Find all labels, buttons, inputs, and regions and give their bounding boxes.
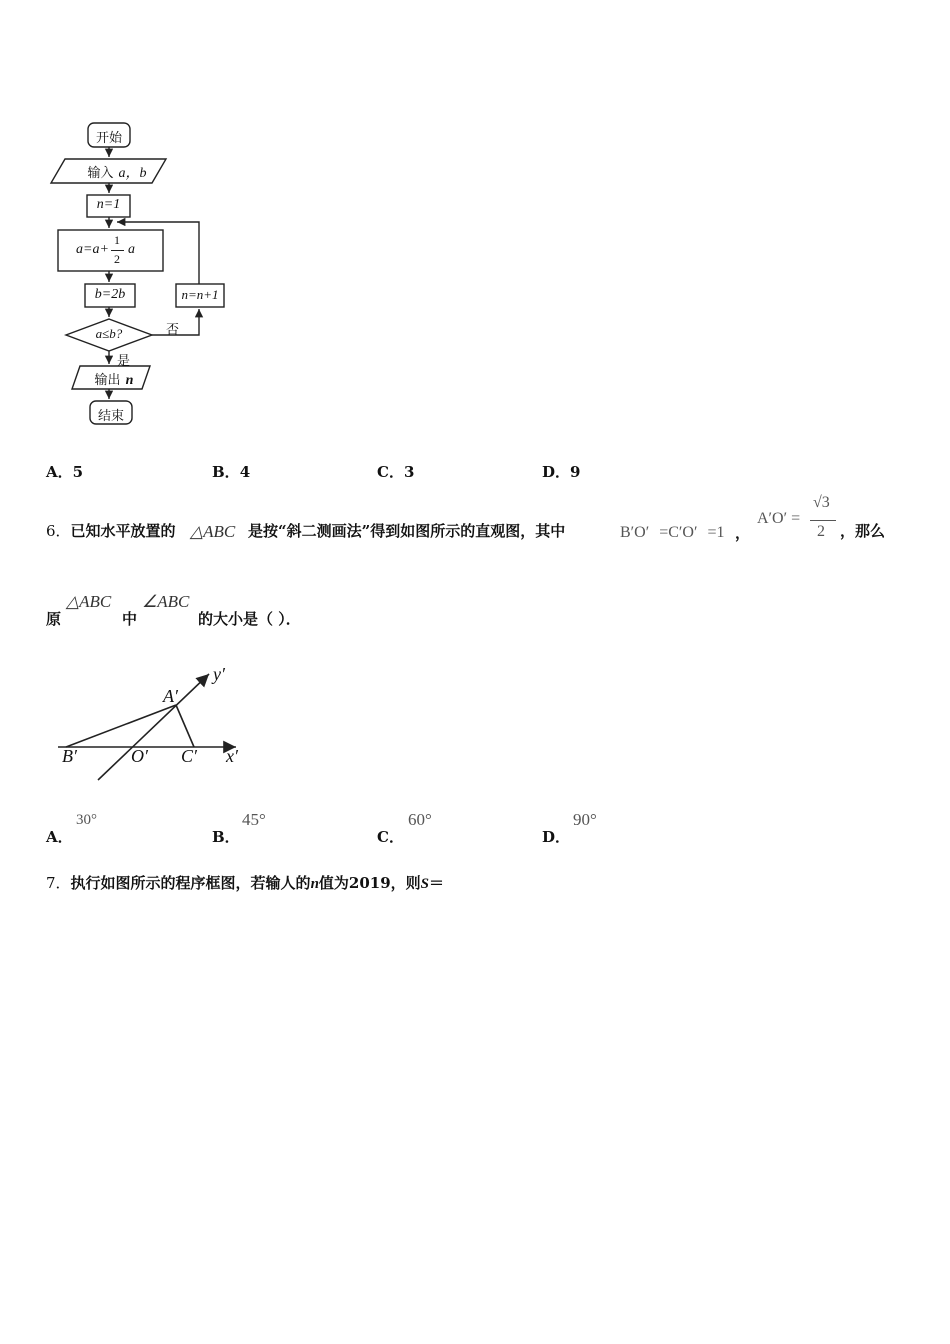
q6-option-c-value: 60°: [408, 810, 432, 829]
segment-ba: [66, 705, 176, 747]
q6-sqrt3: √3: [813, 494, 830, 511]
q5-option-b[interactable]: B．4: [212, 463, 251, 481]
q5-option-d[interactable]: D．9: [542, 463, 581, 481]
flow-output-label: 输出 n: [94, 373, 134, 388]
label-y-prime: y′: [213, 664, 225, 684]
q6-triangle-abc-2: △ABC: [66, 592, 112, 611]
flow-end-label: 结束: [97, 409, 124, 424]
label-o-prime: O′: [131, 746, 148, 766]
label-b-prime: B′: [62, 746, 77, 766]
q6-line1: 6．已知水平放置的: [46, 522, 176, 540]
q5-option-a[interactable]: A．5: [46, 463, 84, 481]
flow-input-label: 输入 a，b: [87, 166, 147, 181]
flow-no-label: 否: [166, 323, 180, 338]
q6-option-d-value: 90°: [573, 810, 597, 829]
flow-condition-label: a≤b?: [95, 326, 123, 341]
flow-start-label: 开始: [95, 131, 122, 146]
q6-line1-c: ，那么: [840, 522, 886, 540]
segment-ac: [176, 705, 194, 747]
q5-option-c[interactable]: C．3: [377, 463, 415, 481]
q7-text: 7．执行如图所示的程序框图，若输人的n值为2019，则S＝: [46, 874, 445, 892]
q6-comma: ，: [735, 524, 751, 542]
q6-fraction-bar: [810, 520, 836, 521]
q6-option-b-value: 45°: [242, 810, 266, 829]
label-x-prime: x′: [226, 746, 238, 766]
flow-yes-label: 是: [117, 354, 131, 369]
q6-line2-b: 中: [122, 610, 138, 628]
q6-option-c[interactable]: C．: [377, 828, 404, 846]
q6-bo-co: B′O′ =C′O′ =1: [620, 524, 725, 541]
q6-den: 2: [817, 523, 825, 540]
q6-option-a[interactable]: A．: [46, 828, 73, 846]
flow-init-label: n=1: [96, 197, 121, 212]
q6-triangle-abc: △ABC: [190, 522, 236, 541]
q6-line2-c: 的大小是（ ）．: [198, 610, 301, 628]
flow-step1-label: a=a+ 1 2 a: [76, 233, 135, 266]
flow-step2-label: b=2b: [94, 287, 126, 302]
fraction-bar: [111, 250, 124, 251]
label-c-prime: C′: [181, 746, 197, 766]
label-a-prime: A′: [163, 686, 178, 706]
q6-option-a-value: 30°: [76, 812, 97, 828]
q6-option-b[interactable]: B．: [212, 828, 240, 846]
q6-ao-lhs: A′O′ =: [757, 510, 801, 527]
q6-option-d[interactable]: D．: [542, 828, 571, 846]
q6-angle-abc: ∠ABC: [142, 592, 190, 611]
flow-increment-label: n=n+1: [181, 287, 219, 302]
q6-line1-b: 是按“斜二测画法”得到如图所示的直观图，其中: [248, 522, 566, 540]
q6-line2-a: 原: [46, 610, 62, 628]
